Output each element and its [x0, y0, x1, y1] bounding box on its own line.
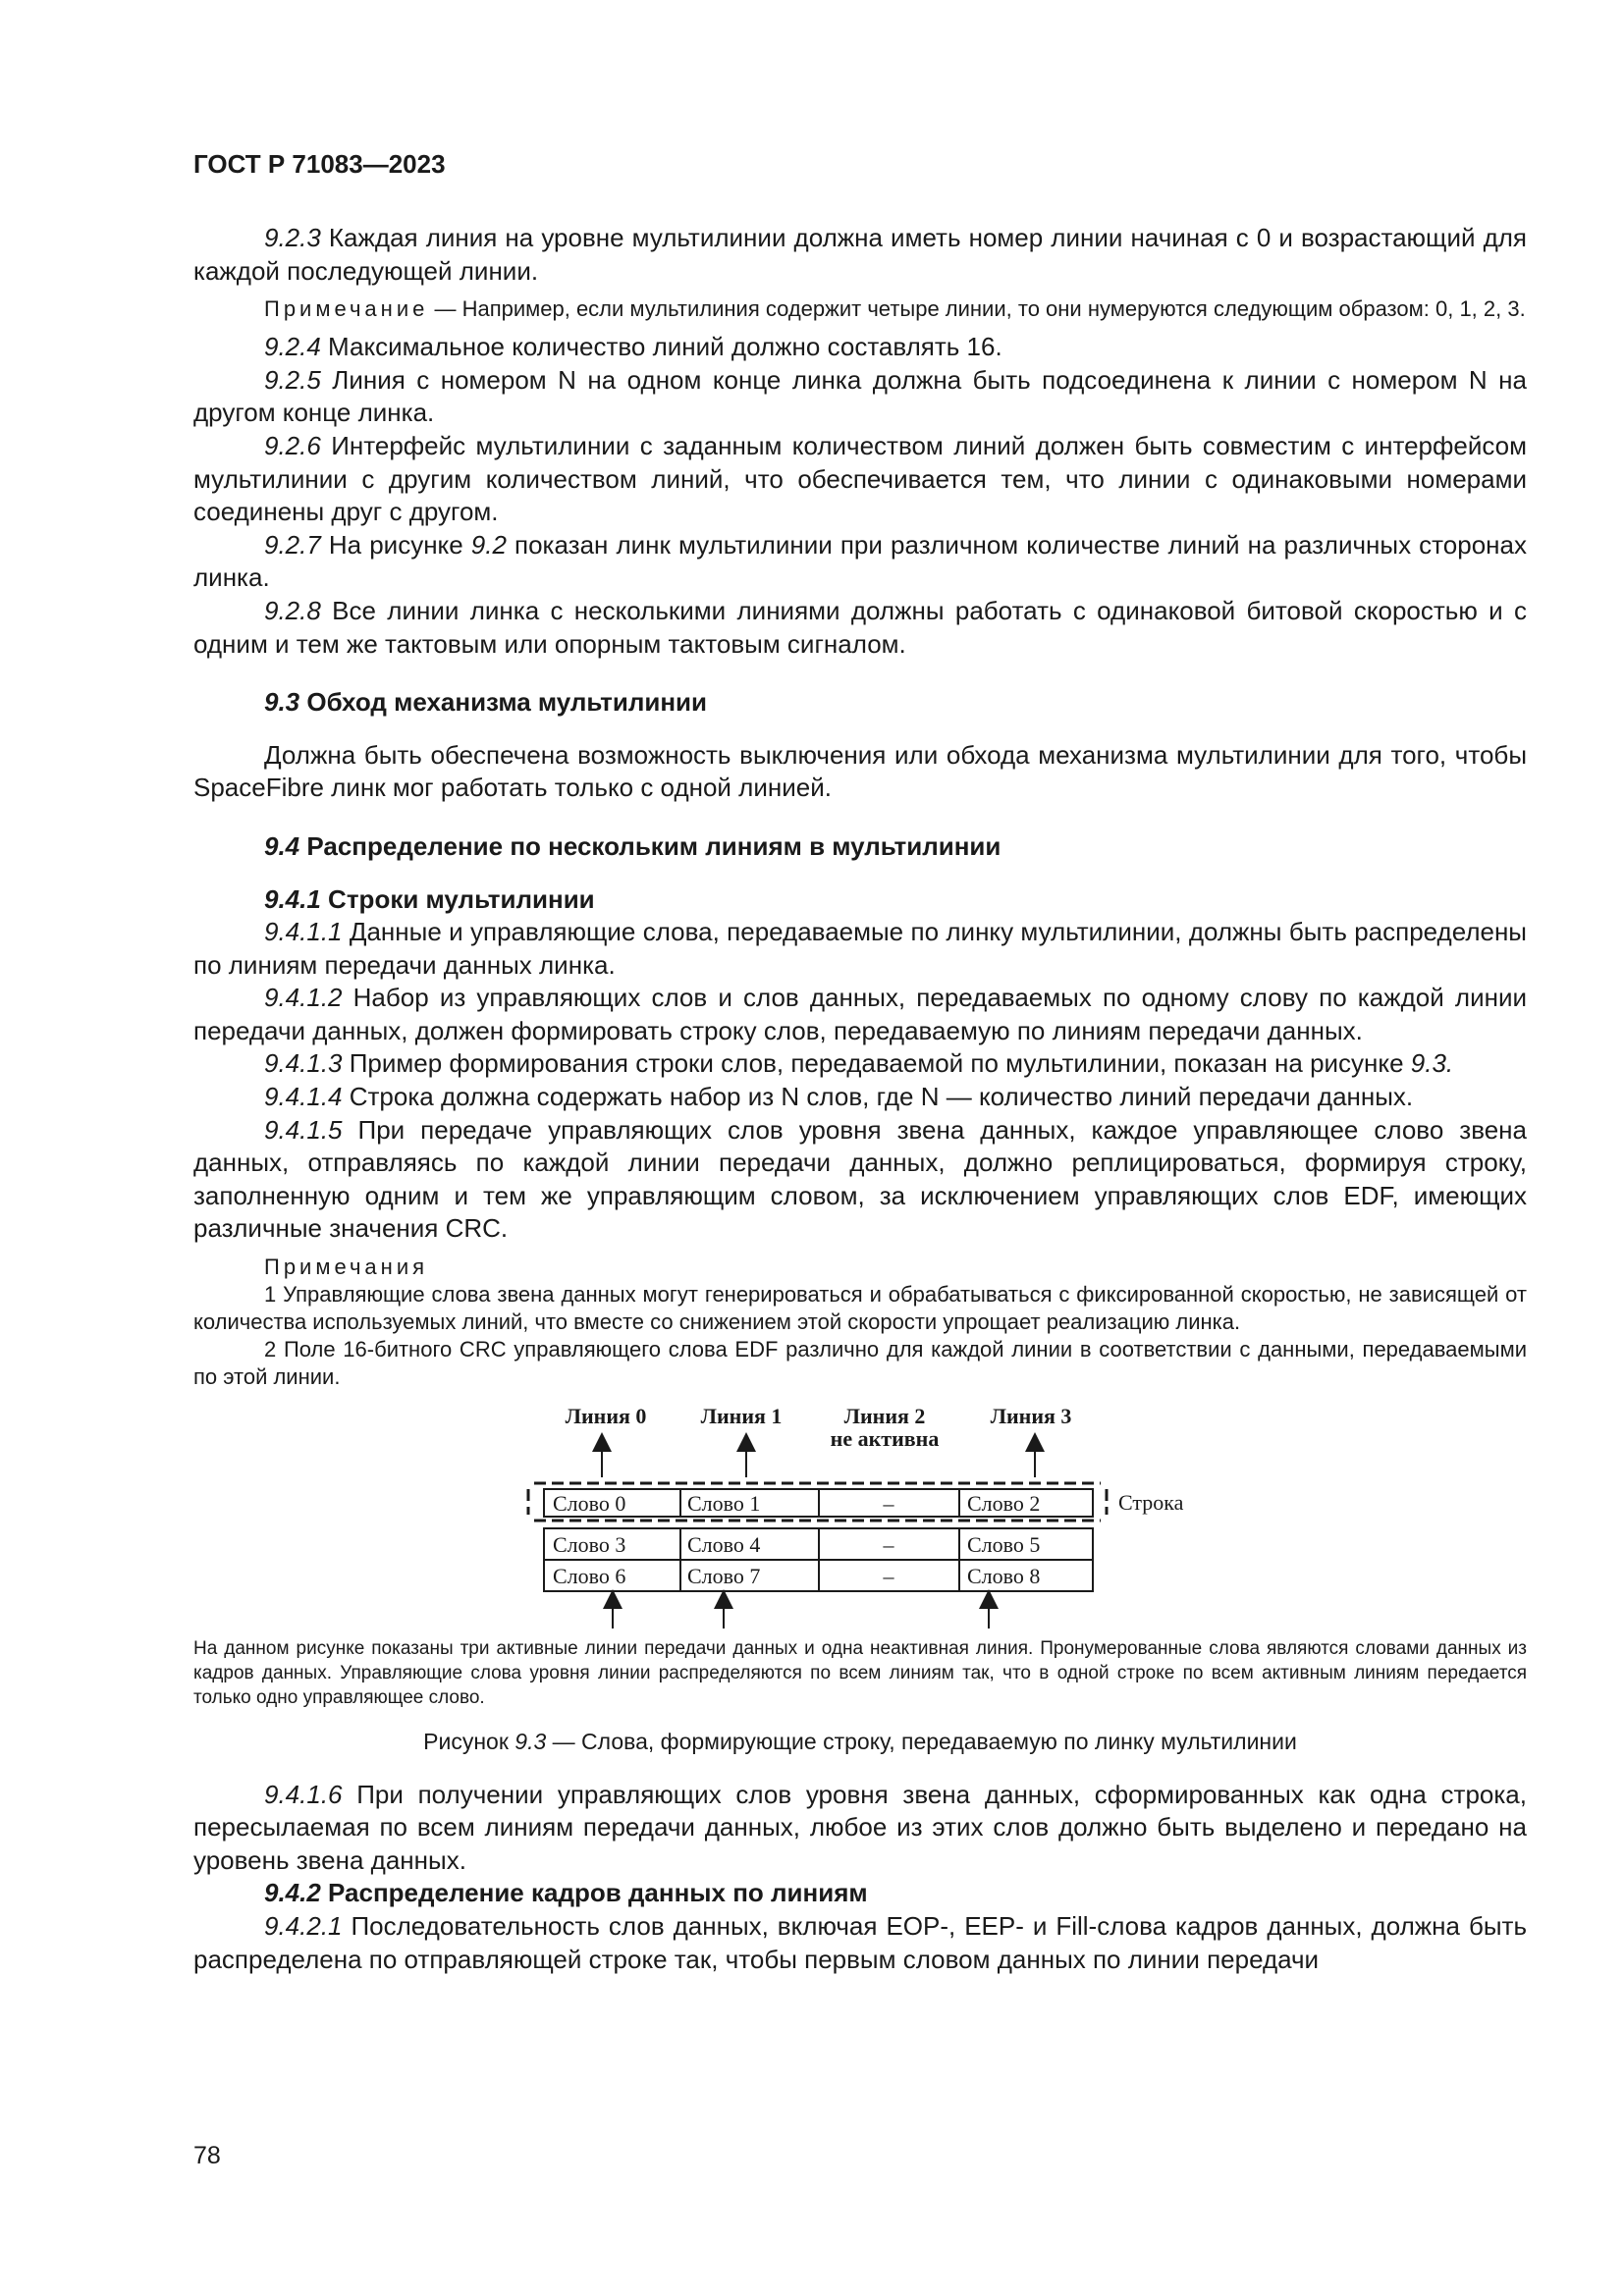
section-title: Обход механизма мультилинии	[299, 687, 708, 718]
figure-9-3	[193, 1405, 1527, 1634]
word-cell: Слово 5	[967, 1532, 1041, 1558]
paragraph-9-4-1-1	[193, 916, 1527, 982]
word-cell: –	[883, 1564, 894, 1589]
clause-text: Пример формирования строки слов, передаваемой по мультилинии, показан на рисунке	[342, 1048, 1411, 1079]
note-9-2-3	[193, 295, 1527, 323]
note-text: — Например, если мультилиния содержит четыре линии, то они нумеруются следующим образом: 0, 1, 2, 3.	[428, 296, 1526, 322]
section-title: Строки мультилинии	[320, 883, 595, 914]
notes-heading	[193, 1254, 1527, 1281]
heading-9-4	[193, 830, 1527, 864]
clause-number: 9.4.1.4	[264, 1082, 343, 1112]
lane-0-label: Линия 0	[565, 1405, 647, 1429]
section-number: 9.4	[264, 830, 300, 861]
heading-9-4-1	[193, 883, 1527, 917]
word-cell: Слово 7	[687, 1564, 761, 1589]
row-label: Строка	[1118, 1490, 1184, 1516]
clause-text: На рисунке	[320, 529, 471, 560]
paragraph-9-2-3	[193, 222, 1527, 288]
clause-number: 9.2.7	[264, 529, 321, 560]
clause-text: Должна быть обеспечена возможность выключения или обхода механизма мультилинии для того, чтобы SpaceFibre линк мог работать только с одной линией.	[193, 739, 1527, 803]
clause-text: При получении управляющих слов уровня звена данных, сформированных как одна строка, пересылаемая по всем линиям передачи данных, любое из этих слов должно быть выделено и передано на уровень звена данных.	[193, 1779, 1527, 1875]
note-1: 1 Управляющие слова звена данных могут генерироваться и обрабатываться с фиксированной скоростью, не зависящей от количества используемых линий, что вместе со снижением этой скорости упрощает реализацию линка.	[193, 1282, 1527, 1335]
clause-number: 9.4.2.1	[264, 1911, 343, 1941]
section-title: Распределение по нескольким линиям в мультилинии	[299, 830, 1001, 861]
clause-number: 9.4.1.6	[264, 1779, 343, 1809]
multilane-row-diagram	[193, 1405, 1527, 1634]
section-number: 9.4.1	[264, 883, 321, 914]
paragraph-9-4-1-3	[193, 1047, 1527, 1081]
paragraph-9-4-1-2	[193, 982, 1527, 1047]
clause-text: Строка должна содержать набор из N слов, где N — количество линий передачи данных.	[342, 1082, 1414, 1112]
word-cell: Слово 8	[967, 1564, 1041, 1589]
heading-9-4-2	[193, 1877, 1527, 1910]
clause-text: Интерфейс мультилинии с заданным количеством линий должен быть совместим с интерфейсом мультилинии с другим количеством линий, что обеспечивается тем, что линии с одинаковыми номерами соединены друг с другом.	[193, 430, 1527, 527]
word-cell: Слово 6	[553, 1564, 626, 1589]
clause-number: 9.2.5	[264, 364, 321, 395]
paragraph-9-4-2-1	[193, 1910, 1527, 1976]
figure-reference: 9.3.	[1410, 1048, 1454, 1079]
clause-text: Набор из управляющих слов и слов данных, передаваемых по одному слову по каждой линии передачи данных, должен формировать строку слов, передаваемую по линиям передачи данных.	[193, 983, 1527, 1045]
document-header: ГОСТ Р 71083—2023	[193, 149, 446, 179]
note-2: 2 Поле 16-битного CRC управляющего слова EDF различно для каждой линии в соответствии с данными, передаваемыми по этой линии.	[193, 1337, 1527, 1390]
paragraph-9-4-1-5	[193, 1114, 1527, 1246]
word-cell: Слово 2	[967, 1491, 1041, 1517]
paragraph-9-2-8	[193, 595, 1527, 661]
paragraph-9-2-4	[193, 331, 1527, 364]
clause-text: Все линии линка с несколькими линиями должны работать с одинаковой битовой скоростью и с одним и тем же тактовым или опорным тактовым сигналом.	[193, 595, 1527, 659]
heading-9-3	[193, 686, 1527, 720]
paragraph-9-2-5	[193, 364, 1527, 430]
caption-prefix: Рисунок	[423, 1729, 515, 1755]
clause-number: 9.4.1.1	[264, 917, 343, 947]
paragraph-9-3	[193, 739, 1527, 805]
word-cell: Слово 4	[687, 1532, 761, 1558]
word-cell: Слово 1	[687, 1491, 761, 1517]
clause-number: 9.4.1.3	[264, 1048, 343, 1079]
lane-2-label: Линия 2	[843, 1405, 926, 1429]
clause-text: Последовательность слов данных, включая EOP-, EEP- и Fill-слова кадров данных, должна быть распределена по отправляющей строке так, чтобы первым словом данных по линии передачи	[193, 1911, 1527, 1974]
body-text	[193, 222, 1527, 1976]
word-cell: Слово 3	[553, 1532, 626, 1558]
page-number: 78	[193, 2142, 221, 2169]
clause-number: 9.2.6	[264, 430, 321, 460]
clause-text: Линия с номером N на одном конце линка должна быть подсоединена к линии с номером N на другом конце линка.	[193, 364, 1527, 428]
paragraph-9-2-7	[193, 529, 1527, 595]
paragraph-9-2-6	[193, 430, 1527, 529]
section-number: 9.3	[264, 687, 300, 718]
lane-1-label: Линия 1	[700, 1405, 783, 1429]
figure-caption	[193, 1726, 1527, 1759]
lane-2-status: не активна	[830, 1426, 940, 1452]
figure-reference: 9.2	[470, 529, 507, 560]
clause-number: 9.4.1.2	[264, 983, 343, 1013]
clause-number: 9.4.1.5	[264, 1114, 343, 1145]
caption-text: — Слова, формирующие строку, передаваемую по линку мультилинии	[546, 1729, 1297, 1755]
word-cell: Слово 0	[553, 1491, 626, 1517]
clause-text: показан линк мультилинии при различном количестве линий на различных сторонах линка.	[193, 529, 1527, 593]
clause-text: При передаче управляющих слов уровня звена данных, каждое управляющее слово звена данных, отправляясь по каждой линии передачи данных, должно реплицироваться, формируя строку, заполненную одним и тем же управляющим словом, за исключением управляющих слов EDF, имеющих различные значения CRC.	[193, 1114, 1527, 1244]
note-label: Примечание	[264, 296, 429, 322]
word-cell: –	[883, 1532, 894, 1558]
lane-3-label: Линия 3	[990, 1405, 1072, 1429]
clause-text: Каждая линия на уровне мультилинии должна иметь номер линии начиная с 0 и возрастающий для каждой последующей линии.	[193, 223, 1527, 286]
clause-text: Максимальное количество линий должно составлять 16.	[320, 332, 1002, 362]
clause-number: 9.2.3	[264, 223, 321, 252]
clause-number: 9.2.8	[264, 595, 321, 625]
section-number: 9.4.2	[264, 1878, 321, 1908]
paragraph-9-4-1-4	[193, 1081, 1527, 1114]
caption-number: 9.3	[514, 1729, 547, 1755]
figure-note: На данном рисунке показаны три активные линии передачи данных и одна неактивная линия. Пронумерованные слова являются словами данных из кадров данных. Управляющие слова уровня линии распределяются по всем линиям так, что в одной строке по всем активным линиям передается только одно управляющее слово.	[193, 1638, 1527, 1709]
notes-label: Примечания	[264, 1255, 429, 1280]
clause-number: 9.2.4	[264, 332, 321, 362]
word-cell: –	[883, 1491, 894, 1517]
paragraph-9-4-1-6	[193, 1779, 1527, 1878]
clause-text: Данные и управляющие слова, передаваемые по линку мультилинии, должны быть распределены по линиям передачи данных линка.	[193, 917, 1527, 980]
section-title: Распределение кадров данных по линиям	[320, 1878, 868, 1908]
